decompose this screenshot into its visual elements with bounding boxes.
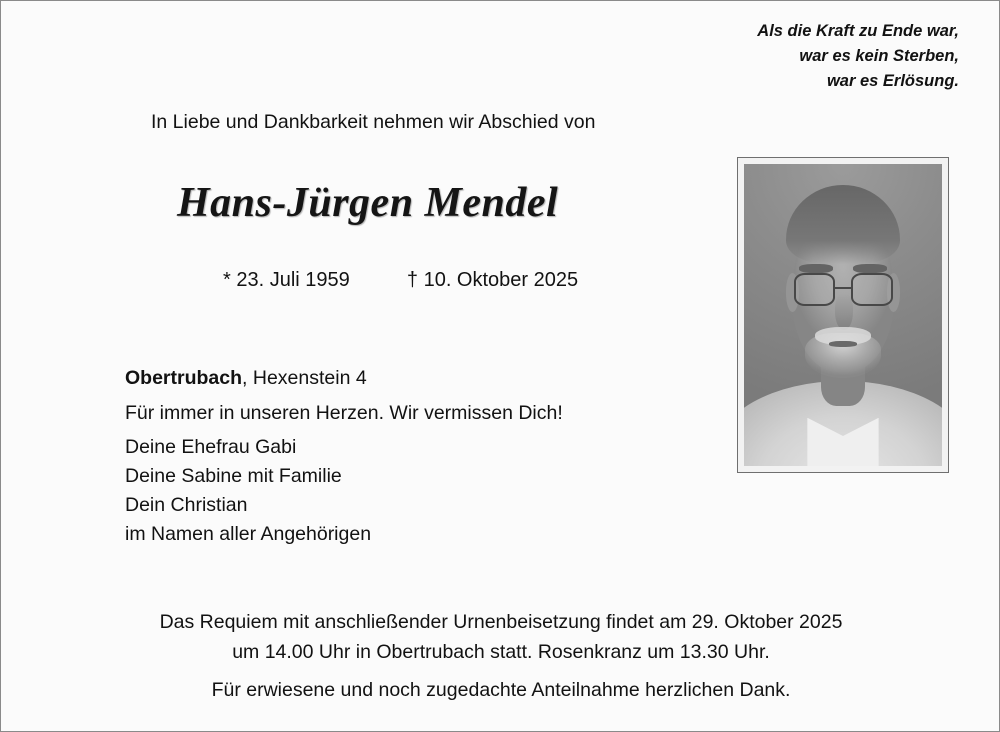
address-line bbox=[125, 367, 367, 390]
photo-eyebrow-right bbox=[853, 264, 887, 273]
service-line-1: Das Requiem mit anschließender Urnenbeisetzung findet am 29. Oktober 2025 bbox=[159, 611, 843, 633]
service-line-2: um 14.00 Uhr in Obertrubach statt. Rosenkranz um 13.30 Uhr. bbox=[232, 641, 770, 663]
portrait-frame bbox=[737, 157, 949, 473]
intro-text: In Liebe und Dankbarkeit nehmen wir Abschied von bbox=[151, 111, 596, 133]
photo-mouth bbox=[829, 341, 857, 347]
survivors-list bbox=[125, 433, 371, 549]
deceased-name: Hans-Jürgen Mendel bbox=[177, 180, 559, 226]
epigraph-line-1: Als die Kraft zu Ende war, bbox=[757, 22, 959, 40]
memorial-message: Für immer in unseren Herzen. Wir vermissen Dich! bbox=[125, 402, 563, 424]
photo-nose bbox=[835, 294, 853, 330]
epigraph bbox=[757, 19, 959, 93]
list-item: Deine Sabine mit Familie bbox=[125, 465, 342, 487]
death-date: † 10. Oktober 2025 bbox=[406, 269, 579, 291]
photo-lens-left bbox=[794, 273, 836, 306]
epigraph-line-2: war es kein Sterben, bbox=[799, 46, 959, 65]
list-item: Dein Christian bbox=[125, 494, 248, 516]
life-dates bbox=[223, 269, 578, 292]
list-item: Deine Ehefrau Gabi bbox=[125, 436, 297, 458]
photo-eyebrow-left bbox=[799, 264, 833, 273]
service-details bbox=[1, 607, 1000, 667]
address-town: Obertrubach bbox=[125, 367, 243, 389]
photo-lens-right bbox=[851, 273, 893, 306]
thanks-note: Für erwiesene und noch zugedachte Anteilnahme herzlichen Dank. bbox=[211, 679, 791, 701]
photo-glasses-bridge bbox=[835, 287, 851, 289]
birth-date: * 23. Juli 1959 bbox=[223, 269, 350, 291]
list-item: im Namen aller Angehörigen bbox=[125, 523, 372, 545]
epigraph-line-3: war es Erlösung. bbox=[826, 71, 959, 90]
portrait-photo-of-deceased bbox=[744, 164, 942, 466]
address-street: , Hexenstein 4 bbox=[242, 367, 367, 389]
